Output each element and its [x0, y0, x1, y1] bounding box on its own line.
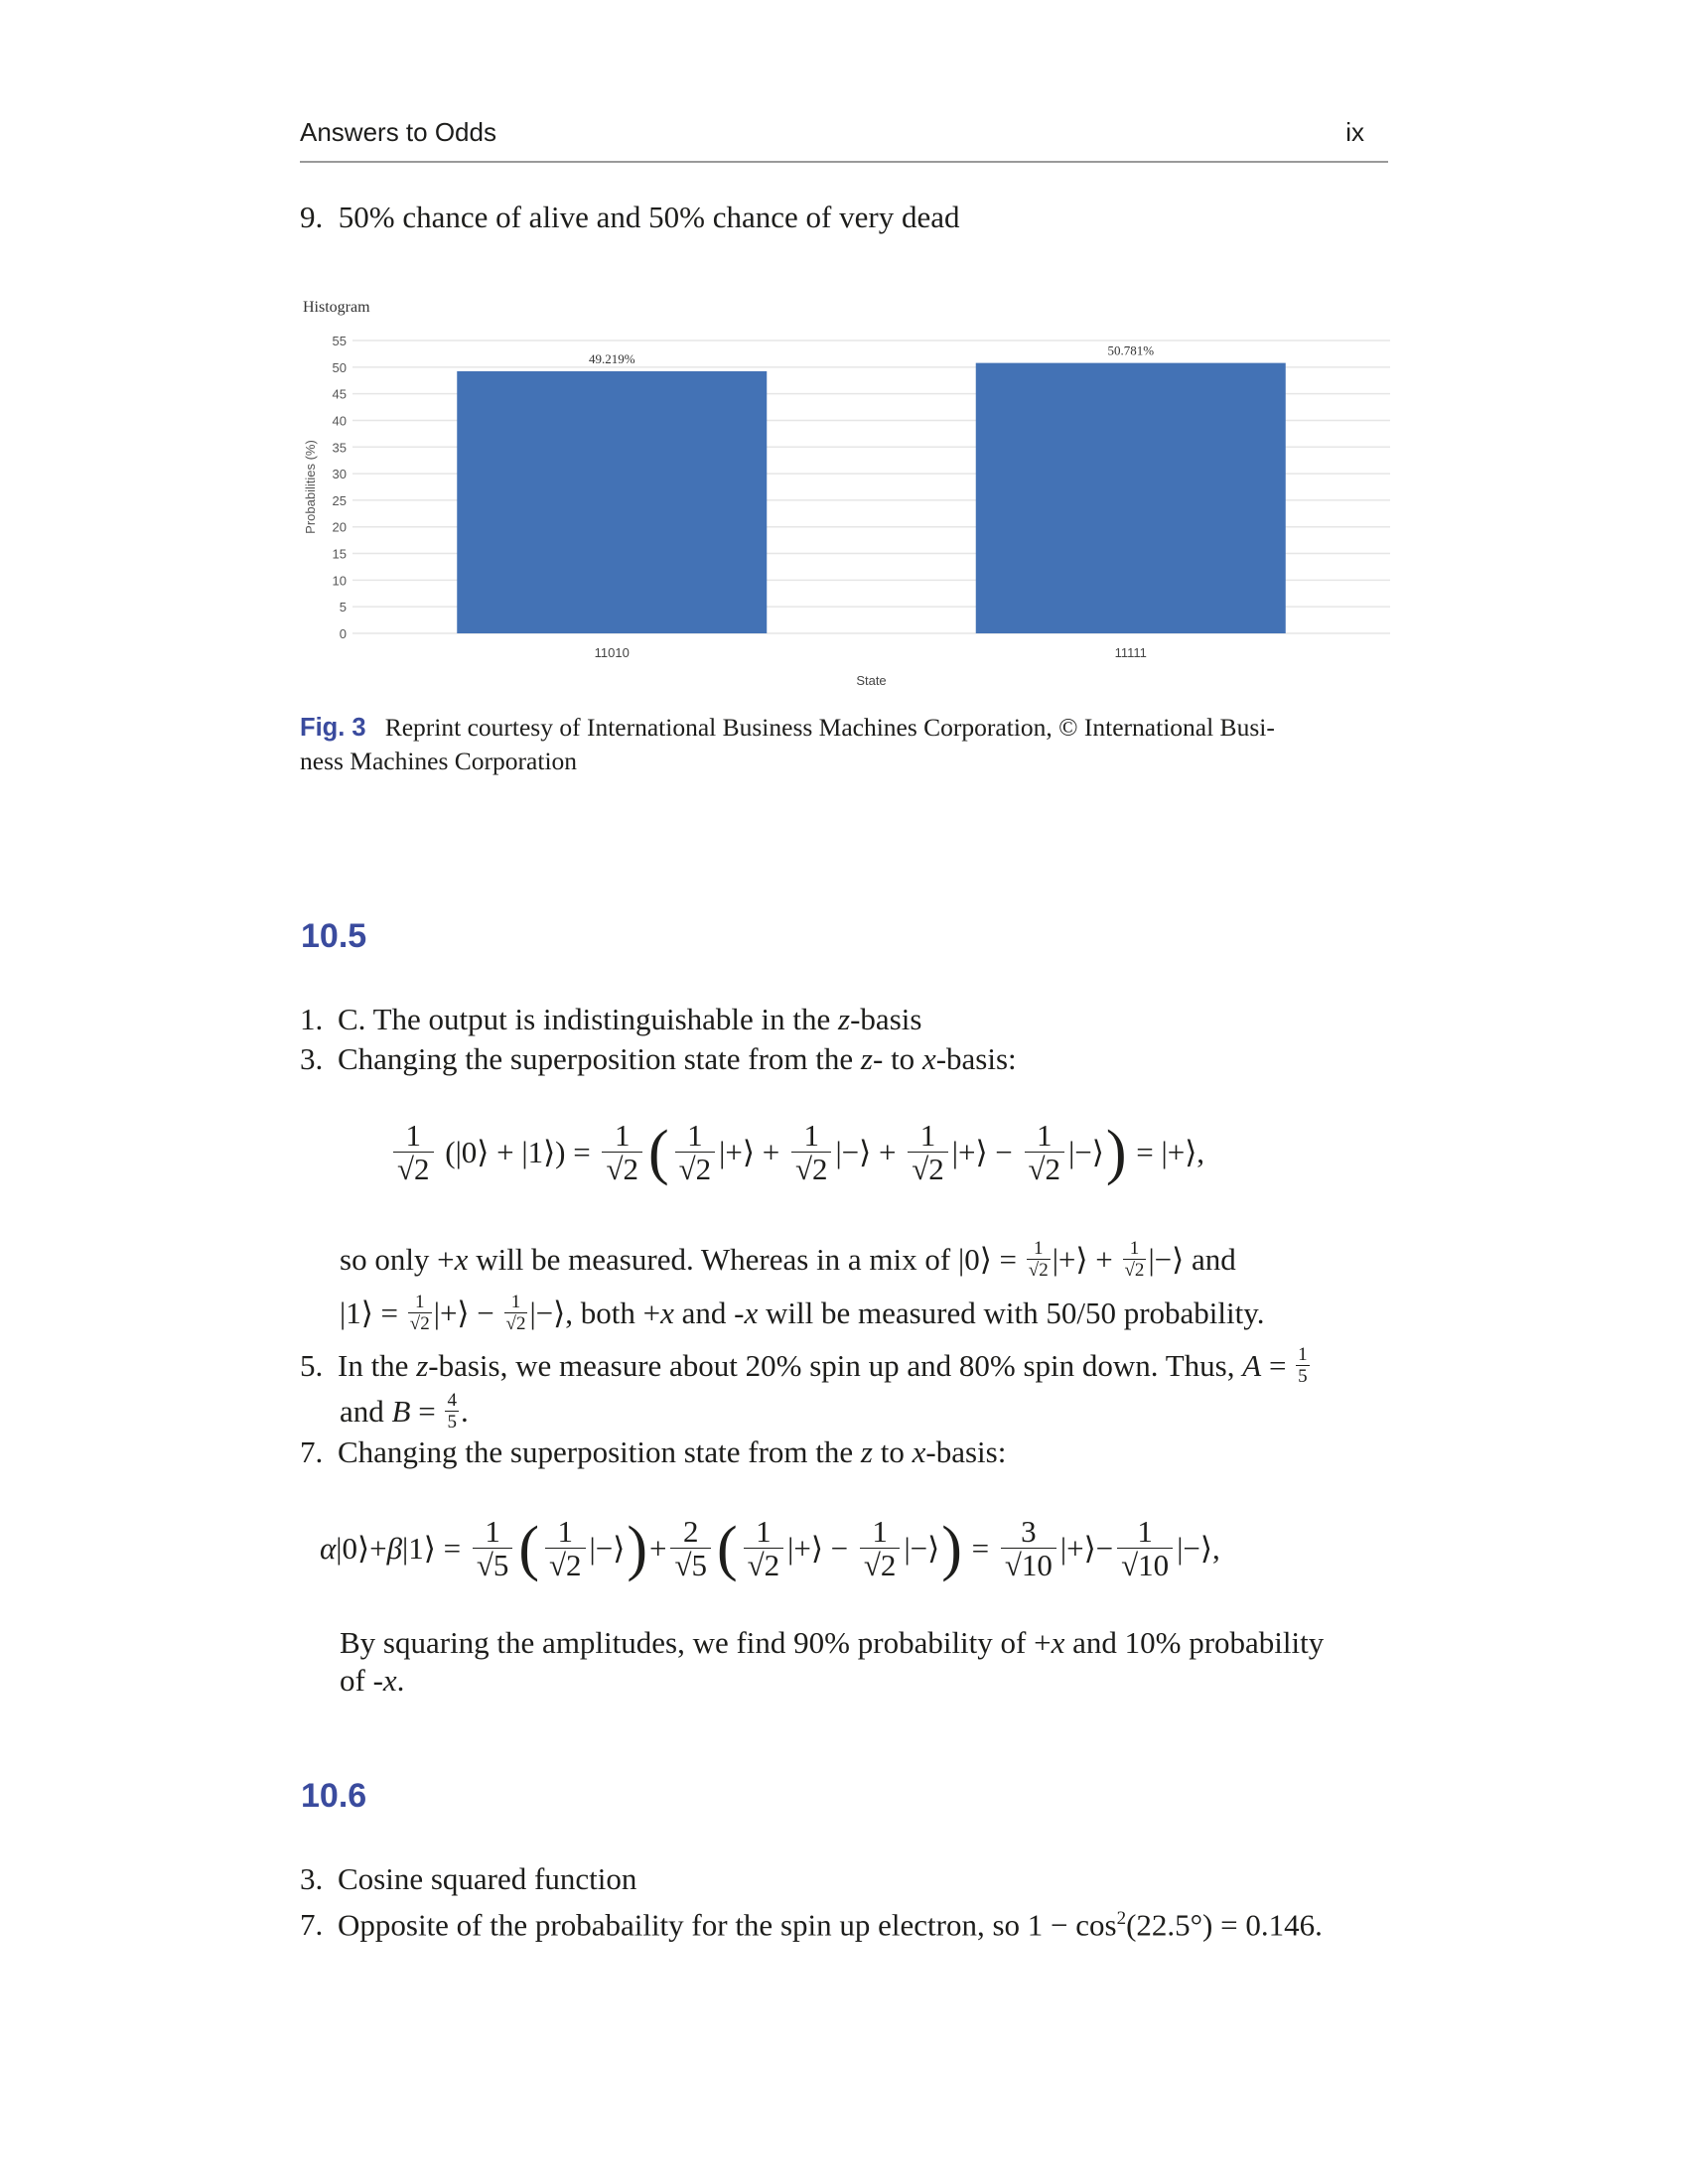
y-tick-label: 20 [332, 519, 347, 535]
answer-10-5-5-line-2: and B = $\frac{4}{5}$ . [340, 1389, 469, 1433]
page-number: ix [1345, 117, 1364, 147]
answer-10-5-7: 7. Changing the superposition state from the z to x-basis: [300, 1434, 1007, 1469]
x-tick-label: 11111 [1114, 645, 1147, 660]
answer-10-5-3-follow-2: |1⟩ = $\frac{1}{√2}$ |+⟩ − $\frac{1}{√2}$ |−⟩, both +x and -x will be measured with 50/50 probability. [340, 1291, 1265, 1334]
answer-10-5-7-follow-1: By squaring the amplitudes, we find 90% probability of +x and 10% probability [340, 1625, 1325, 1660]
y-tick-label: 15 [332, 546, 347, 562]
running-head [300, 117, 1388, 163]
y-axis-label: Probabilities (%) [303, 440, 318, 534]
answer-10-5-7-follow-2: of -x. [340, 1663, 405, 1698]
y-tick-label: 0 [339, 626, 347, 641]
answer-10-6-7: 7. Opposite of the probabaility for the spin up electron, so $1 - \cos^2(22.5^\circ) = 0.146$. [300, 1907, 1323, 1943]
bar-data-label: 50.781% [1107, 342, 1155, 358]
figure-caption [300, 711, 1392, 778]
equation-z-to-x-1: $\frac{1}{√2}$ (|0⟩ + |1⟩) = $\frac{1}{√2}$ ( $\frac{1}{√2}$ |+⟩ + $\frac{1}{√2}$ |−⟩ + $\frac{1}{√2}$ |+⟩ − $\frac{1}{√2}$ |−⟩ ) = |+⟩, [389, 1112, 1204, 1193]
x-tick-label: 11010 [594, 645, 630, 660]
answer-9 [300, 199, 959, 236]
y-tick-label: 25 [332, 492, 347, 508]
answer-10-6-3: 3. Cosine squared function [300, 1861, 637, 1896]
figure-label: Fig. 3 [300, 714, 366, 742]
y-tick-label: 35 [332, 440, 347, 456]
answer-10-5-3-follow-1: so only +x will be measured. Whereas in a mix of |0⟩ = $\frac{1}{√2}$ |+⟩ + $\frac{1}{√2}$ |−⟩ and [340, 1237, 1236, 1281]
y-tick-label: 30 [332, 467, 347, 482]
running-title: Answers to Odds [300, 117, 496, 147]
caption-line-2: ness Machines Corporation [300, 747, 578, 775]
chart-title: Histogram [303, 299, 370, 316]
x-axis-label: State [856, 673, 887, 688]
bar [976, 363, 1286, 633]
answer-10-5-1: 1. C. The output is indistinguishable in the z-basis [300, 1002, 922, 1036]
section-heading-10-5: 10.5 [301, 917, 367, 955]
y-tick-label: 45 [332, 386, 347, 402]
answer-9-text: 9. 50% chance of alive and 50% chance of very dead [300, 200, 960, 234]
equation-z-to-x-2: α|0⟩+β|1⟩ = $\frac{1}{√5}$ ( $\frac{1}{√2}$ |−⟩ ) + $\frac{2}{√5}$ ( $\frac{1}{√2}$ |+⟩ − $\frac{1}{√2}$ |−⟩ ) = $\frac{3}{√10}$ |+⟩− $\frac{1}{√10}$ |−⟩, [320, 1513, 1220, 1582]
caption-line-1: Reprint courtesy of International Business Machines Corporation, © International Busi- [384, 713, 1275, 742]
y-tick-label: 40 [332, 413, 347, 429]
bar-data-label: 49.219% [588, 351, 635, 367]
bar [457, 371, 767, 633]
y-tick-label: 50 [332, 359, 347, 375]
answer-10-5-5-line-1: 5. In the z-basis, we measure about 20% spin up and 80% spin down. Thus, A = $\frac{1}{5}$ [300, 1343, 1308, 1387]
histogram-chart [293, 286, 1400, 693]
answer-10-6-3-text: Cosine squared function [338, 1861, 637, 1896]
y-tick-label: 55 [332, 334, 347, 348]
y-tick-label: 5 [339, 600, 347, 615]
answer-10-5-3: 3. Changing the superposition state from the z- to x-basis: [300, 1041, 1017, 1076]
section-heading-10-6: 10.6 [301, 1777, 367, 1815]
y-tick-label: 10 [332, 573, 347, 589]
